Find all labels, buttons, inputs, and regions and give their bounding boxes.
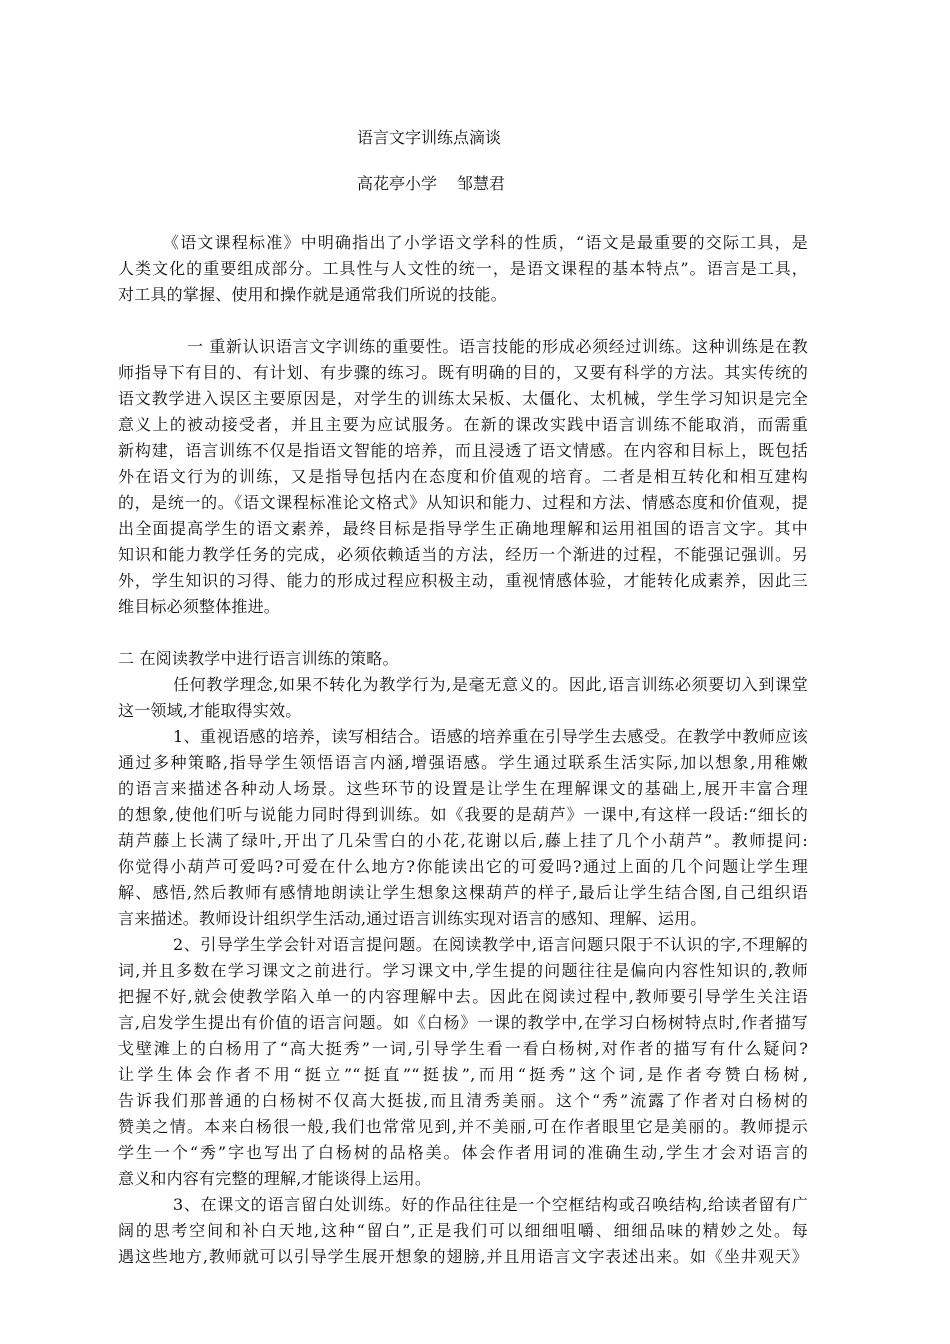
body-text-line: 的，是统一的。《语文课程标准论文格式》从知识和能力、过程和方法、情感态度和价值观，提 [118,493,808,512]
body-text-line: 二 在阅读教学中进行语言训练的策略。 [118,649,399,668]
body-text-line: 任何教学理念,如果不转化为教学行为,是毫无意义的。因此,语言训练必须要切入到课堂 [173,675,808,694]
body-text-line: 赞美之情。本来白杨很一般,我们也常常见到,并不美丽,可在作者眼里它是美丽的。教师提示 [118,1117,808,1136]
author-line [357,172,505,196]
body-text-line: 告诉我们那普通的白杨树不仅高大挺拔,而且清秀美丽。这个“秀”流露了作者对白杨树的 [118,1091,808,1110]
body-text-line: 2、引导学生学会针对语言提问题。在阅读教学中,语言问题只限于不认识的字,不理解的 [173,935,808,954]
body-text-line: 的语言来描述各种动人场景。这些环节的设置是让学生在理解课文的基础上,展开丰富合理 [118,779,808,798]
body-text-line: 言来描述。教师设计组织学生活动,通过语言训练实现对语言的感知、理解、运用。 [118,909,707,928]
body-text-line: 这一领域,才能取得实效。 [118,701,302,720]
body-text-line: 戈壁滩上的白杨用了“高大挺秀”一词,引导学生看一看白杨树,对作者的描写有什么疑问? [118,1039,808,1058]
body-text-line: 把握不好,就会使教学陷入单一的内容理解中去。因此在阅读过程中,教师要引导学生关注语 [118,987,808,1006]
body-text-line: 通过多种策略,指导学生领悟语言内涵,增强语感。学生通过联系生活实际,加以想象,用稚嫩 [118,753,808,772]
body-text-line: 人类文化的重要组成部分。工具性与人文性的统一，是语文课程的基本特点”。语言是工具， [118,259,808,278]
author-school: 高花亭小学 [357,174,438,193]
body-text-line: 维目标必须整体推进。 [118,597,281,616]
document-title: 语言文字训练点滴谈 [357,128,502,147]
body-text-line: 新构建，语言训练不仅是指语文智能的培养，而且浸透了语文情感。在内容和目标上，既包括 [118,441,808,460]
author-name: 邹慧君 [457,174,506,193]
body-text-line: 外在语文行为的训练，又是指导包括内在态度和价值观的培育。二者是相互转化和相互建构 [118,467,808,486]
body-text-line: 意义和内容有完整的理解,才能谈得上运用。 [118,1169,432,1188]
body-text-line: 《语文课程标准》中明确指出了小学语文学科的性质，“语文是最重要的交际工具，是 [163,233,808,252]
body-text-line: 知识和能力教学任务的完成，必须依赖适当的方法，经历一个渐进的过程，不能强记强训。另 [118,545,808,564]
body-text-line: 让学生体会作者不用“挺立”“挺直”“挺拔”,而用“挺秀”这个词,是作者夸赞白杨树, [118,1065,808,1084]
body-text-line: 词,并且多数在学习课文之前进行。学习课文中,学生提的问题往往是偏向内容性知识的,教师 [118,961,808,980]
body-text-line: 意义上的被动接受者，并且主要为应试服务。在新的课改实践中语言训练不能取消，而需重 [118,415,808,434]
body-text-line: 对工具的掌握、使用和操作就是通常我们所说的技能。 [118,285,507,304]
body-text-line: 出全面提高学生的语文素养，最终目标是指导学生正确地理解和运用祖国的语言文字。其中 [118,519,808,538]
body-text-line: 遇这些地方,教师就可以引导学生展开想象的翅膀,并且用语言文字表述出来。如《坐井观天》 [118,1247,808,1266]
body-text-line: 你觉得小葫芦可爱吗?可爱在什么地方?你能读出它的可爱吗?通过上面的几个问题让学生理 [118,857,808,876]
body-text-line: 解、感悟,然后教师有感情地朗读让学生想象这棵葫芦的样子,最后让学生结合图,自己组织语 [118,883,808,902]
body-text-line: 1、重视语感的培养，读写相结合。语感的培养重在引导学生去感受。在教学中教师应该 [173,727,808,746]
body-text-line: 师指导下有目的、有计划、有步骤的练习。既有明确的目的，又要有科学的方法。其实传统的 [118,363,808,382]
body-text-line: 语文教学进入误区主要原因是，对学生的训练太呆板、太僵化、太机械，学生学习知识是完全 [118,389,808,408]
body-text-line: 学生一个“秀”字也写出了白杨树的品格美。体会作者用词的准确生动,学生才会对语言的 [118,1143,808,1162]
body-text-line: 阔的思考空间和补白天地,这种“留白”,正是我们可以细细咀嚼、细细品味的精妙之处。每 [118,1221,808,1240]
body-text-line: 言,启发学生提出有价值的语言问题。如《白杨》一课的教学中,在学习白杨树特点时,作者描写 [118,1013,808,1032]
body-text-line: 3、在课文的语言留白处训练。好的作品往往是一个空框结构或召唤结构,给读者留有广 [173,1195,808,1214]
body-text-line: 葫芦藤上长满了绿叶,开出了几朵雪白的小花,花谢以后,藤上挂了几个小葫芦”。教师提问: [118,831,808,850]
body-text-line: 一 重新认识语言文字训练的重要性。语言技能的形成必须经过训练。这种训练是在教 [187,337,808,356]
body-text-line: 外，学生知识的习得、能力的形成过程应积极主动，重视情感体验，才能转化成素养，因此三 [118,571,808,590]
body-text-line: 的想象,使他们听与说能力同时得到训练。如《我要的是葫芦》一课中,有这样一段话:“细长的 [118,805,808,824]
